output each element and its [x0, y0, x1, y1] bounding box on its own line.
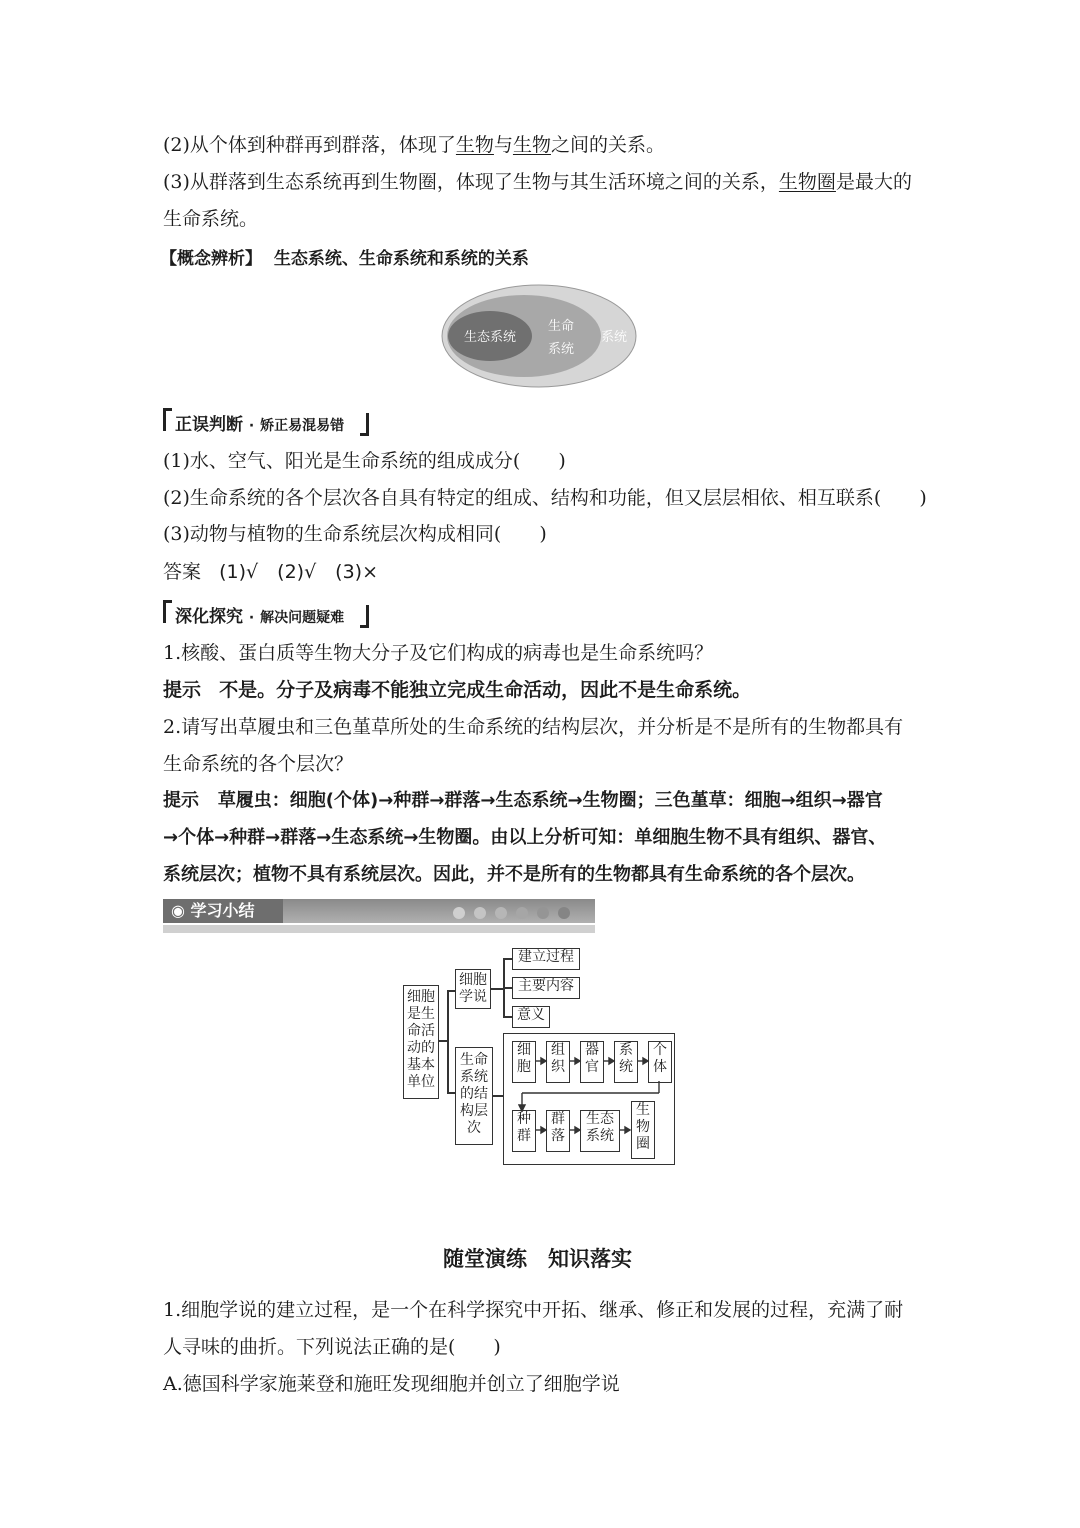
answer-line: 答案 (1)√ (2)√ (3)×: [163, 561, 379, 583]
question-2-line1: 2.请写出草履虫和三色堇草所处的生命系统的结构层次，并分析是不是所有的生物都具有: [163, 716, 904, 738]
banner-label: ◉ 学习小结: [163, 899, 283, 923]
para-3-line2: 生命系统。: [163, 208, 259, 230]
level-organ: 器 官: [580, 1041, 604, 1083]
level-biosphere: 生 物 圈: [631, 1101, 655, 1159]
row2-arrows: [534, 1124, 634, 1136]
level-tissue: 组 织: [546, 1041, 570, 1083]
underlined-term: 生物: [455, 134, 494, 156]
connector: [493, 1095, 503, 1097]
hint-2-line2: →个体→种群→群落→生态系统→生物圈。由以上分析可知：单细胞生物不具有组织、器官、: [163, 827, 887, 848]
bracket-right: [360, 605, 369, 628]
connector: [503, 958, 512, 960]
explore-heading: 深化探究 · 解决问题疑难: [175, 607, 345, 627]
judge-item-2: (2)生命系统的各个层次各自具有特定的组成、结构和功能，但又层层相依、相互联系( ): [163, 487, 927, 509]
practice-q1-line1: 1.细胞学说的建立过程，是一个在科学探究中开拓、继承、修正和发展的过程，充满了耐: [163, 1299, 904, 1321]
connector: [447, 990, 455, 992]
underlined-term: 生物圈: [778, 171, 836, 193]
level-cell: 细 胞: [512, 1041, 536, 1083]
bracket-right: [360, 413, 369, 436]
connector: [491, 988, 503, 990]
hint-1: 提示 不是。分子及病毒不能独立完成生命活动，因此不是生命系统。: [163, 679, 752, 701]
row1-arrows: [534, 1055, 650, 1067]
connector: [503, 1016, 512, 1018]
summary-banner: [163, 899, 595, 931]
level-system: 系 统: [614, 1041, 638, 1083]
levels-box: 生命 系统 的结 构层 次: [455, 1047, 493, 1145]
hint-2-line3: 系统层次；植物不具有系统层次。因此，并不是所有的生物都具有生命系统的各个层次。: [163, 864, 865, 885]
underlined-term: 生物: [512, 134, 551, 156]
bracket-left: [163, 408, 172, 431]
target-icon: ◉: [171, 901, 185, 920]
theory-item-box: 意义: [512, 1006, 550, 1028]
question-1: 1.核酸、蛋白质等生物大分子及它们构成的病毒也是生命系统吗？: [163, 642, 714, 664]
banner-underline: [163, 925, 595, 933]
bracket-left: [163, 600, 172, 623]
level-community: 群 落: [546, 1110, 570, 1152]
level-population: 种 群: [512, 1110, 536, 1152]
practice-option-a: A.德国科学家施莱登和施旺发现细胞并创立了细胞学说: [163, 1373, 620, 1395]
theory-item-box: 建立过程: [512, 948, 580, 970]
para-2: (2)从个体到种群再到群落，体现了生物与生物之间的关系。: [163, 134, 665, 156]
para-3-line1: (3)从群落到生态系统再到生物圈，体现了生物与其生活环境之间的关系，生物圈是最大的: [163, 171, 912, 193]
connector: [439, 1040, 447, 1042]
nested-ellipse-diagram: [440, 283, 640, 391]
ellipse-middle-label: 系统: [547, 342, 575, 357]
practice-heading: 随堂演练 知识落实: [443, 1247, 632, 1271]
judge-heading: 正误判断 · 矫正易混易错: [175, 415, 345, 435]
practice-q1-line2: 人寻味的曲折。下列说法正确的是( ): [163, 1336, 501, 1358]
level-ecosystem: 生态 系统: [580, 1110, 620, 1152]
concept-heading: 【概念辨析】 生态系统、生命系统和系统的关系: [160, 249, 529, 269]
ellipse-inner-label: 生态系统: [463, 330, 517, 345]
question-2-line2: 生命系统的各个层次？: [163, 753, 354, 775]
theory-item-box: 主要内容: [512, 977, 580, 999]
connector: [447, 1092, 455, 1094]
level-individual: 个 体: [648, 1041, 672, 1083]
banner-dots: [453, 904, 570, 923]
judge-item-3: (3)动物与植物的生命系统层次构成相同( ): [163, 523, 547, 545]
connector: [447, 990, 449, 1092]
judge-item-1: (1)水、空气、阳光是生命系统的组成成分( ): [163, 450, 566, 472]
cell-theory-box: 细胞 学说: [455, 969, 491, 1009]
root-box: 细胞 是生 命活 动的 基本 单位: [403, 985, 439, 1099]
connector: [503, 987, 512, 989]
ellipse-middle-label: 生命: [547, 319, 575, 334]
ellipse-outer-label: 系统: [600, 330, 628, 345]
hint-2-line1: 提示 草履虫：细胞(个体)→种群→群落→生态系统→生物圈；三色堇草：细胞→组织→器官: [163, 790, 883, 811]
